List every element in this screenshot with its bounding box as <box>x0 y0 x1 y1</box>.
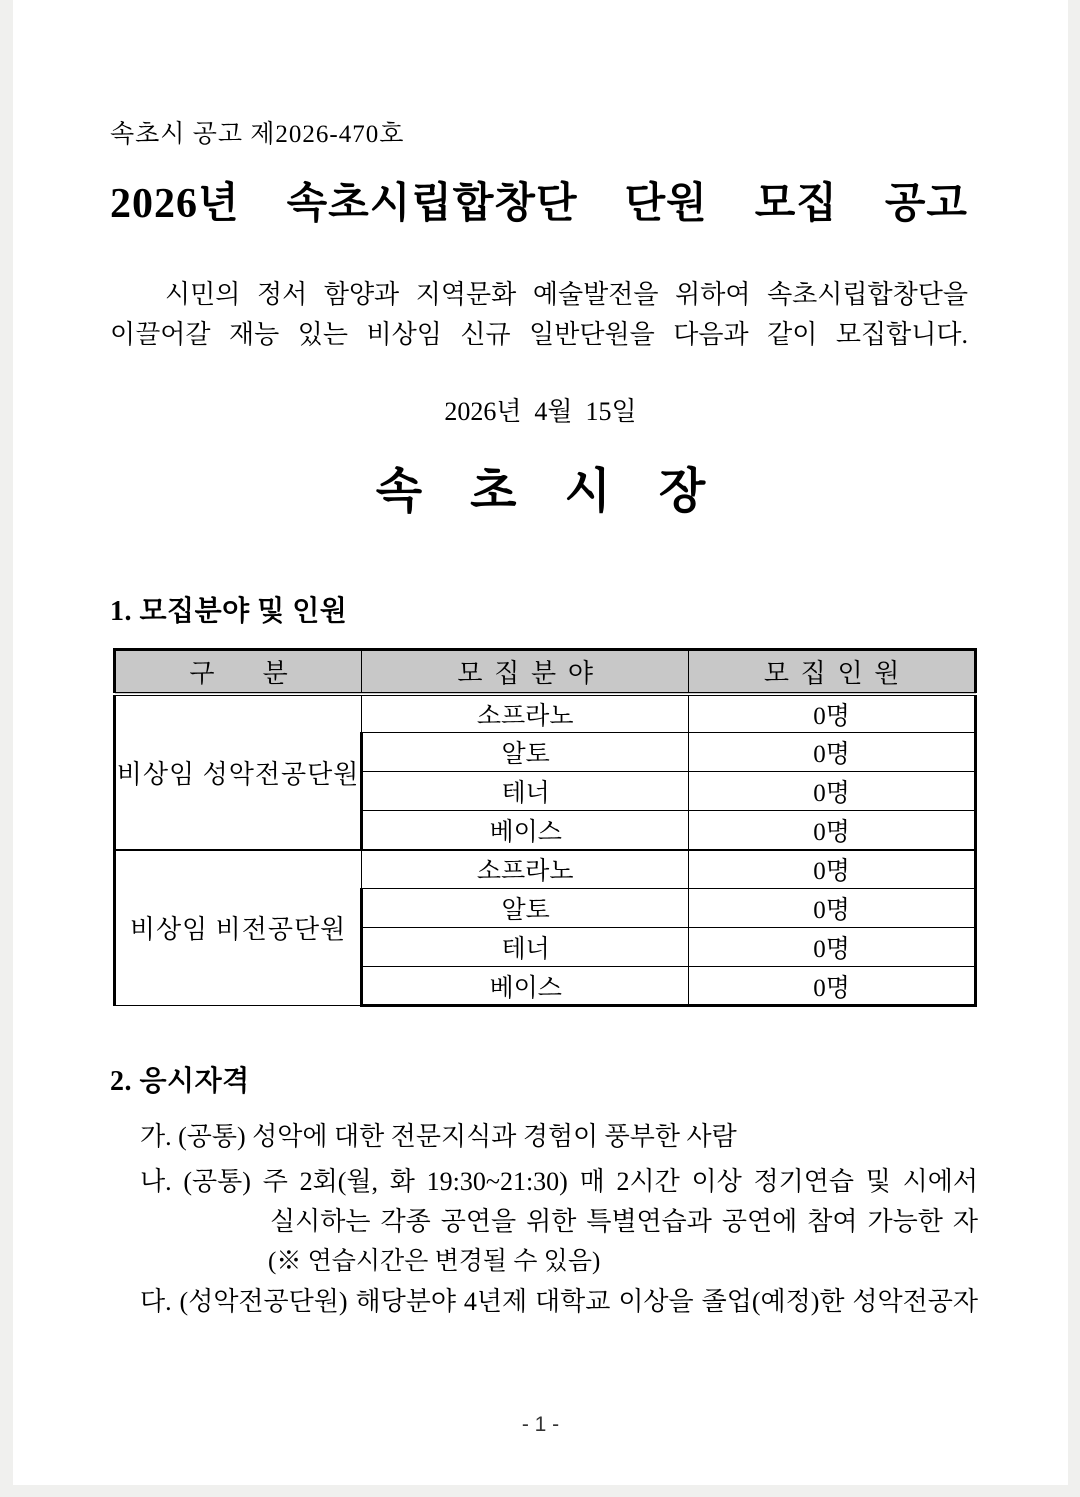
recruit-table <box>113 648 977 1007</box>
qualification-item-da: 다. (성악전공단원) 해당분야 4년제 대학교 이상을 졸업(예정)한 성악전공자 <box>140 1287 978 1316</box>
count-cell: 0명 <box>689 811 976 850</box>
part-cell: 테너 <box>362 772 689 811</box>
header-cell-part: 모집분야 <box>362 650 689 694</box>
table-header-row <box>115 650 976 694</box>
group-label-cell: 비상임 성악전공단원 <box>115 694 362 850</box>
count-cell: 0명 <box>689 850 976 889</box>
recruit-table-body <box>115 694 976 1006</box>
table-row <box>115 850 976 889</box>
mayor-signature: 속 초 시 장 <box>375 465 706 518</box>
qualification-item-ga: 가. (공통) 성악에 대한 전문지식과 경험이 풍부한 사람 <box>140 1122 737 1151</box>
announcement-date: 2026년 4월 15일 <box>444 397 637 426</box>
announcement-title: 2026년 속초시립합창단 단원 모집 공고 <box>110 181 968 227</box>
document-page <box>13 0 1068 1485</box>
doc-number: 속초시 공고 제2026-470호 <box>110 121 405 148</box>
header-cell-category: 구 분 <box>115 650 362 694</box>
count-cell: 0명 <box>689 889 976 928</box>
intro-paragraph-line1: 시민의 정서 함양과 지역문화 예술발전을 위하여 속초시립합창단을 <box>165 280 968 309</box>
group-label-cell: 비상임 비전공단원 <box>115 850 362 1006</box>
header-cell-count: 모집인원 <box>689 650 976 694</box>
part-cell: 소프라노 <box>362 694 689 733</box>
qualification-item-na-line2: 실시하는 각종 공연을 위한 특별연습과 공연에 참여 가능한 자 <box>270 1207 978 1236</box>
intro-paragraph-line2: 이끌어갈 재능 있는 비상임 신규 일반단원을 다음과 같이 모집합니다. <box>110 320 968 349</box>
table-row <box>115 694 976 733</box>
count-cell: 0명 <box>689 772 976 811</box>
page-number: - 1 - <box>521 1413 560 1436</box>
section2-heading: 2. 응시자격 <box>110 1066 250 1097</box>
part-cell: 소프라노 <box>362 850 689 889</box>
part-cell: 베이스 <box>362 811 689 850</box>
count-cell: 0명 <box>689 967 976 1006</box>
qualification-item-na-line1: 나. (공통) 주 2회(월, 화 19:30~21:30) 매 2시간 이상 정기연습 및 시에서 <box>140 1167 978 1196</box>
part-cell: 테너 <box>362 928 689 967</box>
part-cell: 베이스 <box>362 967 689 1006</box>
count-cell: 0명 <box>689 733 976 772</box>
section1-heading: 1. 모집분야 및 인원 <box>110 596 348 627</box>
count-cell: 0명 <box>689 694 976 733</box>
count-cell: 0명 <box>689 928 976 967</box>
part-cell: 알토 <box>362 733 689 772</box>
qualification-item-na-note: (※ 연습시간은 변경될 수 있음) <box>268 1248 601 1275</box>
part-cell: 알토 <box>362 889 689 928</box>
